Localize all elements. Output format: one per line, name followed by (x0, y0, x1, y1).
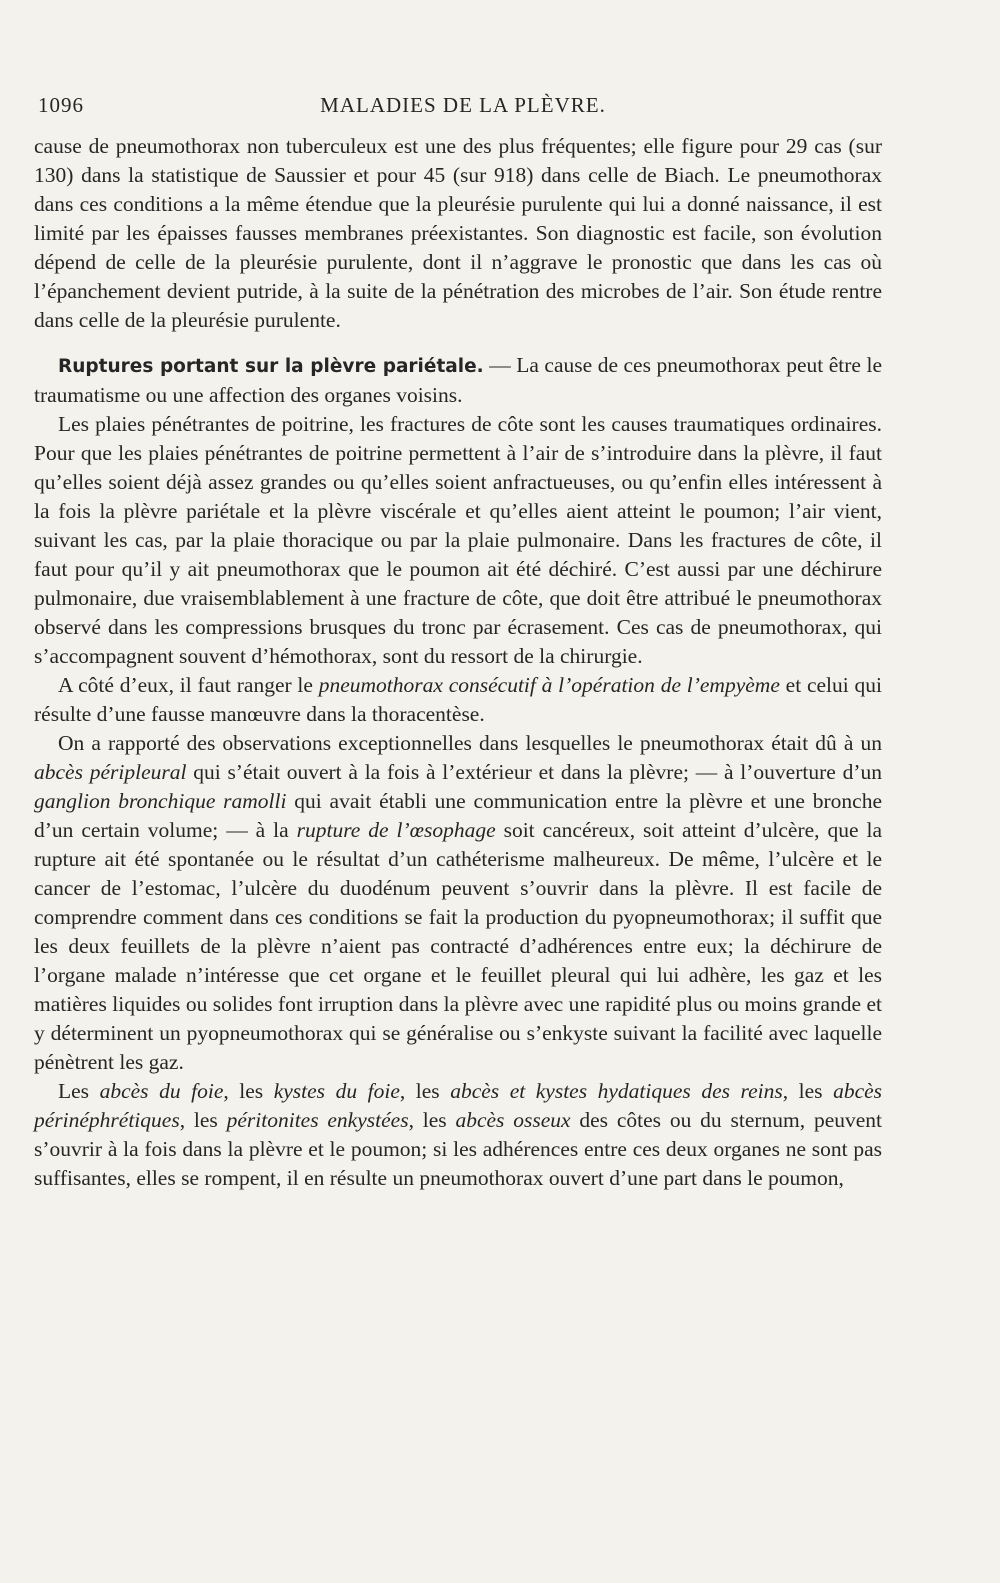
text-run: soit cancéreux, soit atteint d’ulcère, que la rupture ait été spontanée ou le résultat d’un cathéterisme malheureux. De même, l’ulcère et le cancer de l’estomac, l’ulcère du duodénum peuvent s’ouvrir dans la plèvre. Il est facile de comprendre comment dans ces conditions se fait la production du pyopneumothorax; il suffit que les deux feuillets de la plèvre n’aient pas contracté d’adhérences entre eux; la déchirure de l’organe malade n’intéresse que cet organe et le feuillet pleural qui lui adhère, les gaz et les matières liquides ou solides font irruption dans la plèvre avec une rapidité plus ou moins grande et y déterminent un pyopneumothorax qui se généralise ou s’enkyste suivant la facilité avec laquelle pénètrent les gaz. (34, 818, 882, 1074)
text-run: qui s’était ouvert à la fois à l’extérieur et dans la plèvre; — à l’ouverture d’un (186, 760, 882, 784)
italic-term: abcès péripleural (34, 760, 187, 784)
text-run: qui avait établi une communication entre la plèvre et une bronche d’un certain volume; — à la (34, 789, 883, 842)
section-heading: Ruptures portant sur la plèvre pariétale. (58, 356, 484, 377)
text-run: des côtes ou du sternum, peuvent s’ouvrir à la fois dans la plèvre et le poumon; si les adhérences entre ces deux organes ne sont pas suffisantes, elles se rompent, il en résulte un pneumothorax ouvert d’une part dans le poumon, (34, 1108, 882, 1190)
italic-term: kystes du foie (273, 1079, 400, 1103)
running-title: MALADIES DE LA PLÈVRE. (320, 93, 606, 117)
italic-term: abcès osseux (455, 1108, 571, 1132)
paragraph-2-text: — La cause de ces pneumothorax peut être le traumatisme ou une affection des organes voisins. (34, 353, 882, 407)
italic-term: abcès périnéphrétiques (34, 1079, 883, 1132)
paragraph-5 (34, 729, 882, 1077)
italic-term: péritonites enkystées (226, 1108, 409, 1132)
paragraph-3: Les plaies pénétrantes de poitrine, les fractures de côte sont les causes traumatiques ordinaires. Pour que les plaies pénétrantes de poitrine permettent à l’air de s’introduire dans la plèvre, il faut qu’elles soient déjà assez grandes ou qu’elles soient anfractueuses, ou qu’enfin elles intéressent à la fois la plèvre pariétale et la plèvre viscérale et qu’elles aient atteint le poumon; l’air vient, suivant les cas, par la plaie thoracique ou par la plaie pulmonaire. Dans les fractures de côte, il faut pour qu’il y ait pneumothorax que le poumon ait été déchiré. C’est aussi par une déchirure pulmonaire, due vraisemblablement à une fracture de côte, que doit être attribué le pneumothorax observé dans les compressions brusques du tronc par écrasement. Ces cas de pneumothorax, qui s’accompagnent souvent d’hémothorax, sont du ressort de la chirurgie. (34, 412, 882, 668)
text-run: et celui qui résulte d’une fausse manœuvre dans la thoracentèse. (34, 673, 882, 726)
text-run: Les (58, 1079, 100, 1103)
text-run: A côté d’eux, il faut ranger le (58, 673, 319, 697)
paragraph-2 (34, 351, 882, 410)
italic-term: abcès du foie (99, 1079, 224, 1103)
italic-term: pneumothorax consécutif à l’opération de l’empyème (318, 673, 780, 697)
text-run: On a rapporté des observations exceptionnelles dans lesquelles le pneumothorax était dû à un (58, 731, 882, 755)
running-head (38, 93, 888, 123)
text-run: , les (408, 1108, 456, 1132)
paragraph-1: cause de pneumothorax non tuberculeux est une des plus fréquentes; elle figure pour 29 cas (sur 130) dans la statistique de Saussier et pour 45 (sur 918) dans celle de Biach. Le pneumothorax dans ces conditions a la même étendue que la pleurésie purulente qui lui a donné naissance, il est limité par les épaisses fausses membranes préexistantes. Son diagnostic est facile, son évolution dépend de celle de la pleurésie purulente, dont il n’aggrave le pronostic que dans les cas où l’épanchement devient putride, à la suite de la pénétration des microbes de l’air. Son étude rentre dans celle de la pleurésie purulente. (34, 134, 882, 332)
text-run: , les (399, 1079, 451, 1103)
paragraph-4 (34, 671, 882, 729)
italic-term: ganglion bronchique ramolli (34, 789, 287, 813)
body-text (34, 132, 882, 1193)
text-run: , les (223, 1079, 274, 1103)
paragraph-6 (34, 1077, 882, 1193)
text-run: , les (179, 1108, 227, 1132)
italic-term: abcès et kystes hydatiques des reins (450, 1079, 783, 1103)
page-number: 1096 (38, 93, 84, 117)
italic-term: rupture de l’œsophage (296, 818, 496, 842)
text-run: , les (782, 1079, 834, 1103)
